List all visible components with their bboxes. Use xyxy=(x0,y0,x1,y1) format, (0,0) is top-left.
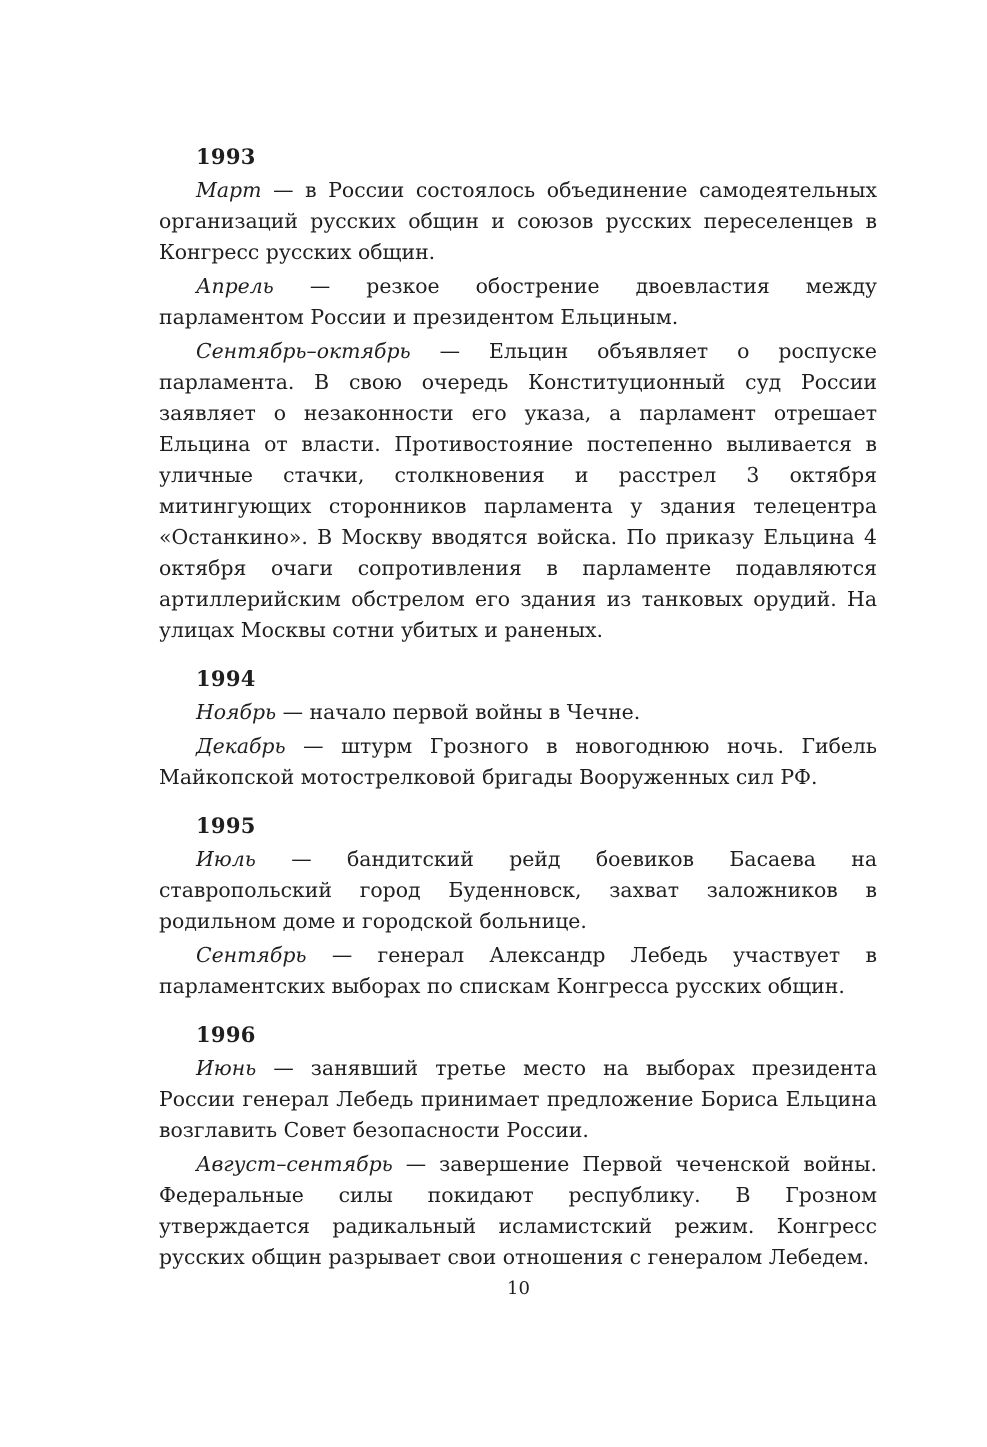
year-heading: 1996 xyxy=(196,1022,256,1047)
entry-term: Март xyxy=(196,178,262,202)
chronology-entry xyxy=(159,175,877,268)
entry-text: — в России состоялось объединение самодеятельных организаций русских общин и союзов русских переселенцев в Конгресс русских общин. xyxy=(159,178,877,264)
year-section-1993 xyxy=(159,143,877,646)
year-section-1996 xyxy=(159,1021,877,1273)
chronology-entry xyxy=(159,271,877,333)
chronology-entry xyxy=(159,336,877,646)
chronology-entry xyxy=(159,697,877,728)
entry-term: Июнь xyxy=(196,1056,257,1080)
entry-text: — генерал Александр Лебедь участвует в парламентских выборах по спискам Конгресса русских общин. xyxy=(159,943,877,998)
entry-text: — бандитский рейд боевиков Басаева на ставропольский город Буденновск, захват заложников в родильном доме и городской больнице. xyxy=(159,847,877,933)
entry-text: — начало первой войны в Чечне. xyxy=(276,700,641,724)
year-heading: 1993 xyxy=(196,144,256,169)
chronology-entry xyxy=(159,940,877,1002)
entry-text: — штурм Грозного в новогоднюю ночь. Гибель Майкопской мотострелковой бригады Вооруженных сил РФ. xyxy=(159,734,877,789)
entry-text: — завершение Первой чеченской войны. Федеральные силы покидают республику. В Грозном утверждается радикальный исламистский режим. Конгресс русских общин разрывает свои отношения с генералом Лебедем. xyxy=(159,1152,877,1269)
entry-text: — Ельцин объявляет о роспуске парламента. В свою очередь Конституционный суд России заявляет о незаконности его указа, а парламент отрешает Ельцина от власти. Противостояние постепенно выливается в уличные стачки, столкновения и расстрел 3 октября митингующих сторонников парламента у здания телецентра «Останкино». В Москву вводятся войска. По приказу Ельцина 4 октября очаги сопротивления в парламенте подавляются артиллерийским обстрелом его здания из танковых орудий. На улицах Москвы сотни убитых и раненых. xyxy=(159,339,877,642)
entry-term: Сентябрь xyxy=(196,943,307,967)
chronology-entry xyxy=(159,1053,877,1146)
entry-term: Декабрь xyxy=(196,734,286,758)
page-number: 10 xyxy=(507,1278,530,1299)
chronology-entry xyxy=(159,731,877,793)
year-heading: 1994 xyxy=(196,666,256,691)
entry-term: Ноябрь xyxy=(196,700,277,724)
chronology-entry xyxy=(159,1149,877,1273)
entry-term: Апрель xyxy=(196,274,274,298)
entry-term: Август–сентябрь xyxy=(196,1152,393,1176)
entry-text: — резкое обострение двоевластия между парламентом России и президентом Ельциным. xyxy=(159,274,877,329)
year-heading: 1995 xyxy=(196,813,256,838)
year-section-1994 xyxy=(159,665,877,793)
chronology-entry xyxy=(159,844,877,937)
entry-text: — занявший третье место на выборах президента России генерал Лебедь принимает предложение Бориса Ельцина возглавить Совет безопасности России. xyxy=(159,1056,877,1142)
chronology-page xyxy=(159,143,877,1276)
entry-term: Июль xyxy=(196,847,256,871)
entry-term: Сентябрь–октябрь xyxy=(196,339,411,363)
year-section-1995 xyxy=(159,812,877,1002)
